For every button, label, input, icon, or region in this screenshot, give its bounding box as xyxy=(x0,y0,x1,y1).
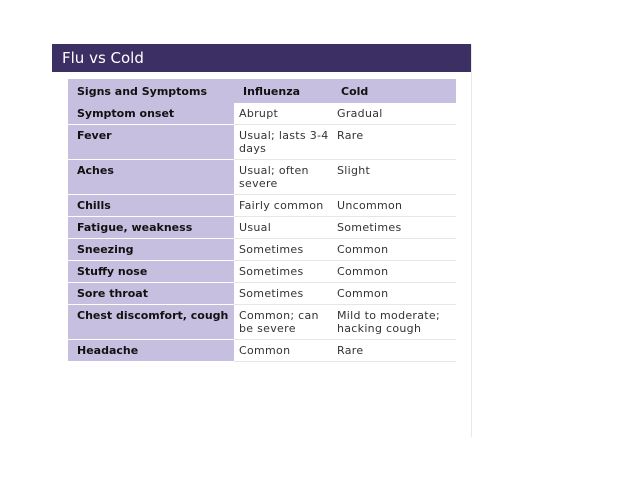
table-row xyxy=(68,283,456,305)
table-row xyxy=(68,305,456,340)
table-row xyxy=(68,340,456,362)
influenza-cell: Sometimes xyxy=(234,239,332,261)
cold-cell: Common xyxy=(332,239,456,261)
cold-cell: Rare xyxy=(332,125,456,160)
header-cold: Cold xyxy=(332,79,456,103)
header-influenza: Influenza xyxy=(234,79,332,103)
cold-cell: Mild to moderate; hacking cough xyxy=(332,305,456,340)
influenza-cell: Usual; lasts 3-4 days xyxy=(234,125,332,160)
symptom-cell: Symptom onset xyxy=(68,103,234,125)
cold-cell: Uncommon xyxy=(332,195,456,217)
cold-cell: Slight xyxy=(332,160,456,195)
symptom-cell: Sneezing xyxy=(68,239,234,261)
influenza-cell: Common xyxy=(234,340,332,362)
symptom-cell: Fever xyxy=(68,125,234,160)
table-row xyxy=(68,217,456,239)
table-header-row xyxy=(68,79,456,103)
cold-cell: Gradual xyxy=(332,103,456,125)
cold-cell: Common xyxy=(332,261,456,283)
influenza-cell: Sometimes xyxy=(234,283,332,305)
symptom-cell: Stuffy nose xyxy=(68,261,234,283)
flu-vs-cold-card xyxy=(52,44,472,437)
influenza-cell: Usual xyxy=(234,217,332,239)
table-row xyxy=(68,160,456,195)
influenza-cell: Usual; often severe xyxy=(234,160,332,195)
table-row xyxy=(68,195,456,217)
symptom-cell: Chest discomfort, cough xyxy=(68,305,234,340)
symptom-cell: Headache xyxy=(68,340,234,362)
cold-cell: Rare xyxy=(332,340,456,362)
header-signs-and-symptoms: Signs and Symptoms xyxy=(68,79,234,103)
cold-cell: Sometimes xyxy=(332,217,456,239)
symptom-cell: Fatigue, weakness xyxy=(68,217,234,239)
table-row xyxy=(68,103,456,125)
symptom-cell: Aches xyxy=(68,160,234,195)
influenza-cell: Abrupt xyxy=(234,103,332,125)
table-row xyxy=(68,239,456,261)
table-row xyxy=(68,125,456,160)
symptom-cell: Sore throat xyxy=(68,283,234,305)
table-row xyxy=(68,261,456,283)
card-title: Flu vs Cold xyxy=(52,44,471,72)
comparison-table xyxy=(68,79,456,362)
influenza-cell: Sometimes xyxy=(234,261,332,283)
cold-cell: Common xyxy=(332,283,456,305)
influenza-cell: Common; can be severe xyxy=(234,305,332,340)
influenza-cell: Fairly common xyxy=(234,195,332,217)
symptom-cell: Chills xyxy=(68,195,234,217)
